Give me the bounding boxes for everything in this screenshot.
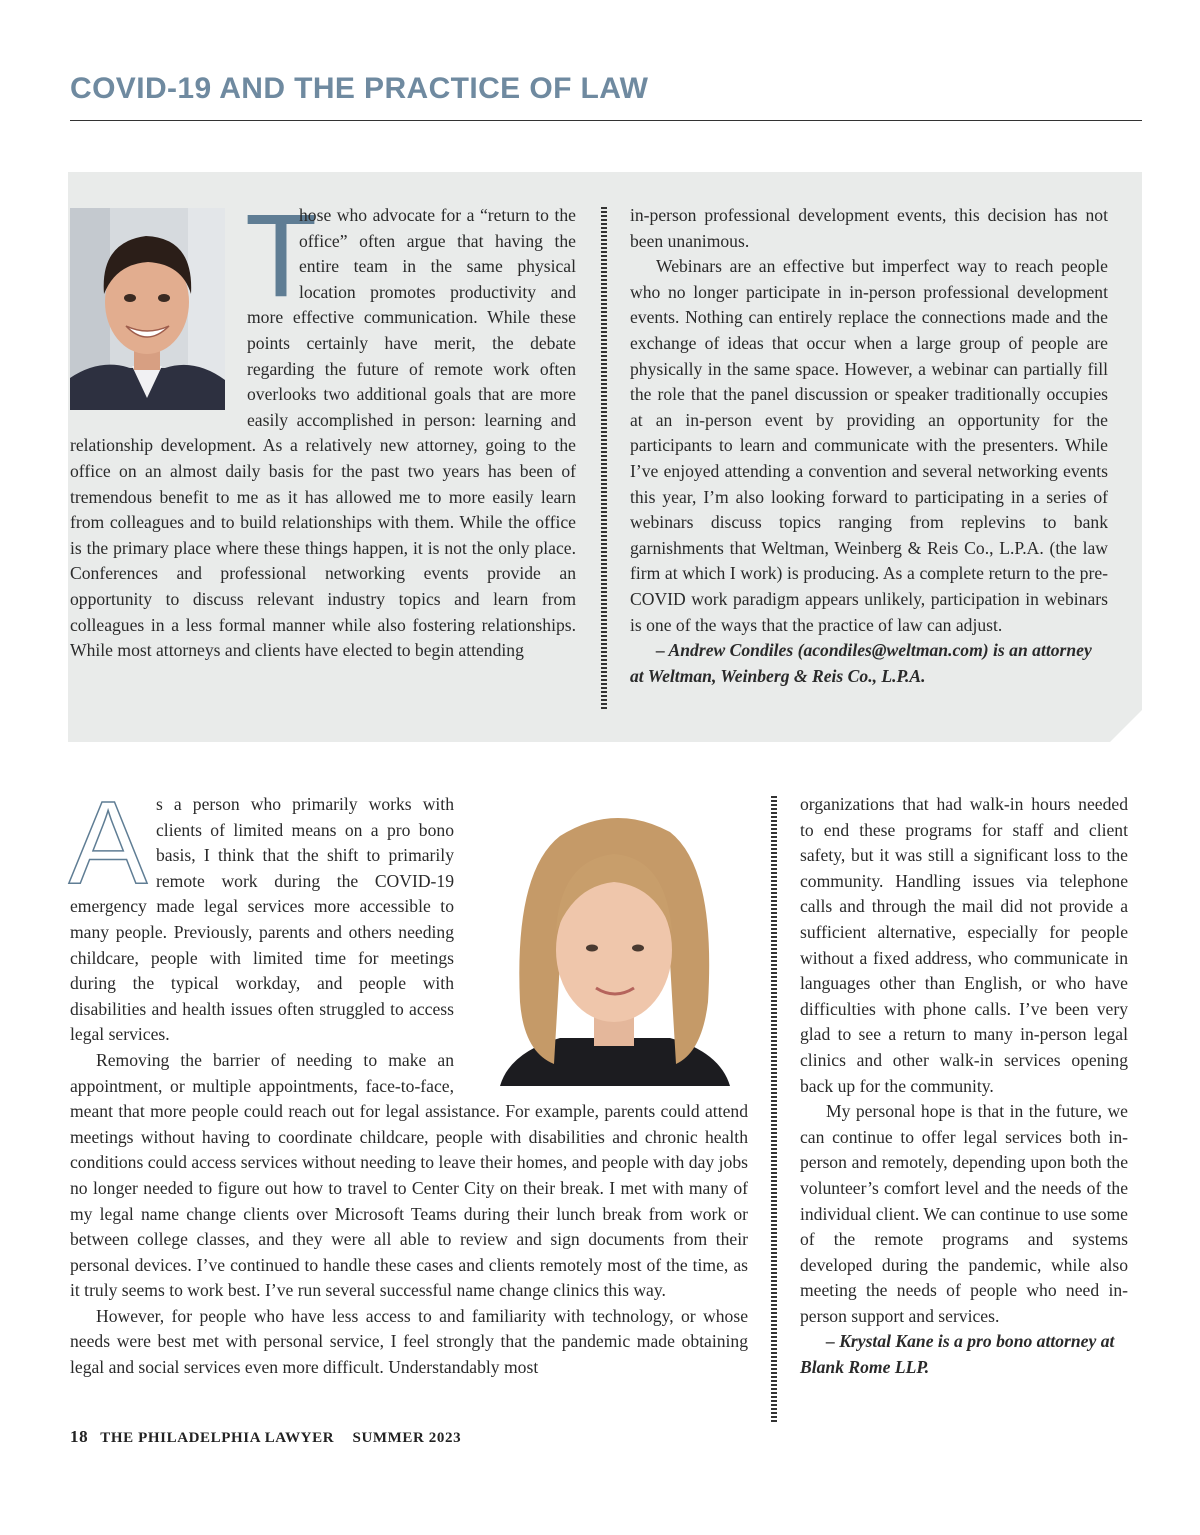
article2-column-right — [800, 792, 1128, 1381]
dropcap-a: A — [68, 777, 148, 909]
issue-date: SUMMER 2023 — [352, 1430, 462, 1446]
article2-author-signature: – Krystal Kane is a pro bono attorney at Blank Rome LLP. — [800, 1331, 1115, 1378]
article2-column-left — [68, 777, 748, 1381]
article2-paragraph-1: s a person who primarily works with clients of limited means on a pro bono basis, I think that the shift to primarily remote work during the COVID-19 emergency made legal services more accessible to many people. Previously, parents and others needing childcare, people with limited time for meetings during the typical workday, and people with disabilities and health issues often struggled to access legal services. — [70, 794, 454, 1045]
dropcap-t: T — [245, 190, 318, 322]
article1-column-right — [630, 203, 1108, 689]
article1-column-left — [70, 190, 576, 664]
article1-paragraph-1-continued: in-person professional development events, this decision has not been unanimous. — [630, 205, 1108, 251]
article2-paragraph-3-continued: organizations that had walk-in hours needed to end these programs for staff and client safety, but it was still a significant loss to the community. Handling issues via telephone calls and through the mail did not provide a sufficient alternative, especially for people without a fixed address, who communicate in languages other than English, or who have difficulties with phone calls. I’ve been very glad to see a return to many in-person legal clinics and other walk-in services opening back up for the community. — [800, 794, 1128, 1096]
article1-paragraph-2: Webinars are an effective but imperfect way to reach people who no longer participate in in-person professional development events. Nothing can entirely replace the connections made and the exchange of ideas that occur when a large group of people are physically in the same space. However, a webinar can partially fill the role that the panel discussion or speaker traditionally occupies at an in-person event by providing an opportunity for the participants to learn and communicate with the presenters. While I’ve enjoyed attending a convention and several networking events this year, I’m also looking forward to participating in a series of webinars discuss topics ranging from replevins to bank garnishments that Weltman, Weinberg & Reis Co., L.P.A. (the law firm at which I work) is producing. As a complete return to the pre-COVID work paradigm appears unlikely, participation in webinars is one of the ways that the practice of law can adjust. — [630, 256, 1108, 635]
article1-paragraph-1: hose who advocate for a “return to the office” often argue that having the entire team in the same physical location promotes productivity and more effective communication. While these points certainly have merit, the debate regarding the future of remote work often overlooks two additional goals that are more easily accomplished in person: learning and relationship development. As a relatively new attorney, going to the office on an almost daily basis for the past two years has been of tremendous benefit to me as it has allowed me to more easily learn from colleagues and to build relationships with them. While the office is the primary place where these things happen, it is not the only place. Conferences and professional networking events provide an opportunity to discuss relevant industry topics and learn from colleagues in a less formal manner while also fostering relationships. While most attorneys and clients have elected to begin attending — [70, 205, 576, 661]
article2-paragraph-4: My personal hope is that in the future, we can continue to offer legal services both in-person and remotely, depending upon both the volunteer’s comfort level and the needs of the individual client. We can continue to use some of the remote programs and systems developed during the pandemic, while also meeting the needs of people who need in-person support and services. — [800, 1101, 1128, 1326]
page-number: 18 — [70, 1427, 89, 1446]
page-footer — [70, 1427, 461, 1447]
portrait-man-image — [70, 208, 225, 410]
article2-paragraph-2: Removing the barrier of needing to make an appointment, or multiple appointments, face-to-face, meant that more people could reach out for legal assistance. For example, parents could attend meetings without having to coordinate childcare, people with disabilities and chronic health conditions could access services without needing to leave their homes, and people with day jobs no longer needed to figure out how to travel to Center City on their break. I met with many of my legal name change clients over Microsoft Teams during their lunch break from work or between college classes, and they were all able to review and sign documents from their personal devices. I’ve continued to handle these cases and clients remotely most of the time, as it truly seems to work best. I’ve run several successful name change clinics this way. — [70, 1049, 748, 1301]
article1-author-signature: – Andrew Condiles (acondiles@weltman.com) is an attorney at Weltman, Weinberg & Reis Co., L.P.A. — [630, 640, 1092, 686]
column-divider — [601, 207, 607, 709]
portrait-woman-image — [480, 802, 748, 1086]
author-photo-krystal-kane — [480, 802, 748, 1086]
section-title: COVID-19 AND THE PRACTICE OF LAW — [70, 72, 649, 105]
section-header — [70, 72, 1142, 121]
column-divider-2 — [771, 796, 777, 1422]
author-photo-andrew-condiles — [70, 208, 225, 410]
publication-name: THE PHILADELPHIA LAWYER — [100, 1430, 335, 1446]
article2-paragraph-3: However, for people who have less access to and familiarity with technology, or whose needs were best met with personal service, I feel strongly that the pandemic made obtaining legal and social services even more difficult. Understandably most — [70, 1305, 748, 1378]
